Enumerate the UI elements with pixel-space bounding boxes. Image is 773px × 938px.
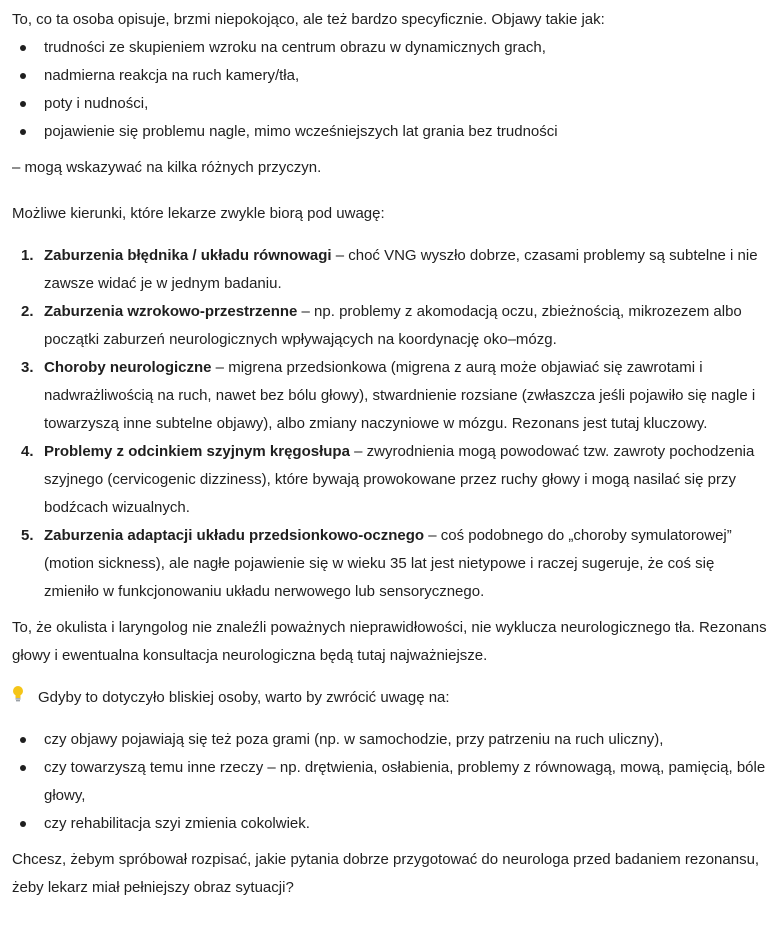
after-symptoms-paragraph: – mogą wskazywać na kilka różnych przyczyn. bbox=[12, 159, 322, 176]
bullet-icon bbox=[20, 765, 26, 771]
directions-intro: Możliwe kierunki, które lekarze zwykle biorą pod uwagę: bbox=[12, 205, 385, 222]
tip-list bbox=[12, 726, 770, 838]
question-paragraph: Chcesz, żebym spróbował rozpisać, jakie pytania dobrze przygotować do neurologa przed badaniem rezonansu, żeby lekarz miał pełniejszy obraz sytuacji? bbox=[12, 851, 760, 896]
list-item: 3. Choroby neurologiczne – migrena przedsionkowa (migrena z aurą może objawiać się zawrotami i nadwrażliwością na ruch, nawet bez bólu głowy), stwardnienie rozsiane (zwłaszcza jeśli pojawiło się nagle i towarzyszą inne subtelne objawy), albo zmiany naczyniowe w mózgu. Rezonans jest tutaj kluczowy. bbox=[21, 359, 756, 432]
list-item: 4. Problemy z odcinkiem szyjnym kręgosłupa – zwyrodnienia mogą powodować tzw. zawroty pochodzenia szyjnego (cervicogenic dizziness), które bywają prowokowane przez ruchy głowy i mogą nasilać się przy bodźcach wizualnych. bbox=[21, 443, 755, 516]
bullet-icon bbox=[20, 129, 26, 135]
bullet-icon bbox=[20, 101, 26, 107]
list-item: 2. Zaburzenia wzrokowo-przestrzenne – np. problemy z akomodacją oczu, zbieżnością, mikrozezem albo początki zaburzeń neurologicznych wpływających na koordynację oko–mózg. bbox=[21, 303, 742, 348]
bullet-icon bbox=[20, 821, 26, 827]
list-item: czy towarzyszą temu inne rzeczy – np. drętwienia, osłabienia, problemy z równowagą, mową, pamięcią, bóle głowy, bbox=[12, 754, 770, 810]
list-item: nadmierna reakcja na ruch kamery/tła, bbox=[12, 62, 770, 90]
symptom-list bbox=[12, 34, 770, 146]
bullet-icon bbox=[20, 73, 26, 79]
list-item: czy objawy pojawiają się też poza grami (np. w samochodzie, przy patrzeniu na ruch uliczny), bbox=[12, 726, 770, 754]
directions-list bbox=[12, 242, 770, 606]
lightbulb-icon bbox=[12, 684, 26, 712]
conclusion-paragraph: To, że okulista i laryngolog nie znaleźli poważnych nieprawidłowości, nie wyklucza neurologicznego tła. Rezonans głowy i ewentualna konsultacja neurologiczna będą tutaj najważniejsze. bbox=[12, 619, 767, 664]
tip-paragraph: Gdyby to dotyczyło bliskiej osoby, warto by zwrócić uwagę na: bbox=[12, 684, 770, 712]
list-item: poty i nudności, bbox=[12, 90, 770, 118]
list-item: 5. Zaburzenia adaptacji układu przedsionkowo-ocznego – coś podobnego do „choroby symulatorowej” (motion sickness), ale nagłe pojawienie się w wieku 35 lat jest nietypowe i raczej sugeruje, że coś się zmieniło w funkcjonowaniu układu nerwowego lub sensorycznego. bbox=[21, 527, 732, 600]
list-item: pojawienie się problemu nagle, mimo wcześniejszych lat grania bez trudności bbox=[12, 118, 770, 146]
list-item: 1. Zaburzenia błędnika / układu równowagi – choć VNG wyszło dobrze, czasami problemy są subtelne i nie zawsze widać je w jednym badaniu. bbox=[21, 247, 758, 292]
list-item: czy rehabilitacja szyi zmienia cokolwiek. bbox=[12, 810, 770, 838]
bullet-icon bbox=[20, 737, 26, 743]
intro-paragraph: To, co ta osoba opisuje, brzmi niepokojąco, ale też bardzo specyficznie. Objawy takie jak: bbox=[12, 11, 605, 28]
bullet-icon bbox=[20, 45, 26, 51]
list-item: trudności ze skupieniem wzroku na centrum obrazu w dynamicznych grach, bbox=[12, 34, 770, 62]
